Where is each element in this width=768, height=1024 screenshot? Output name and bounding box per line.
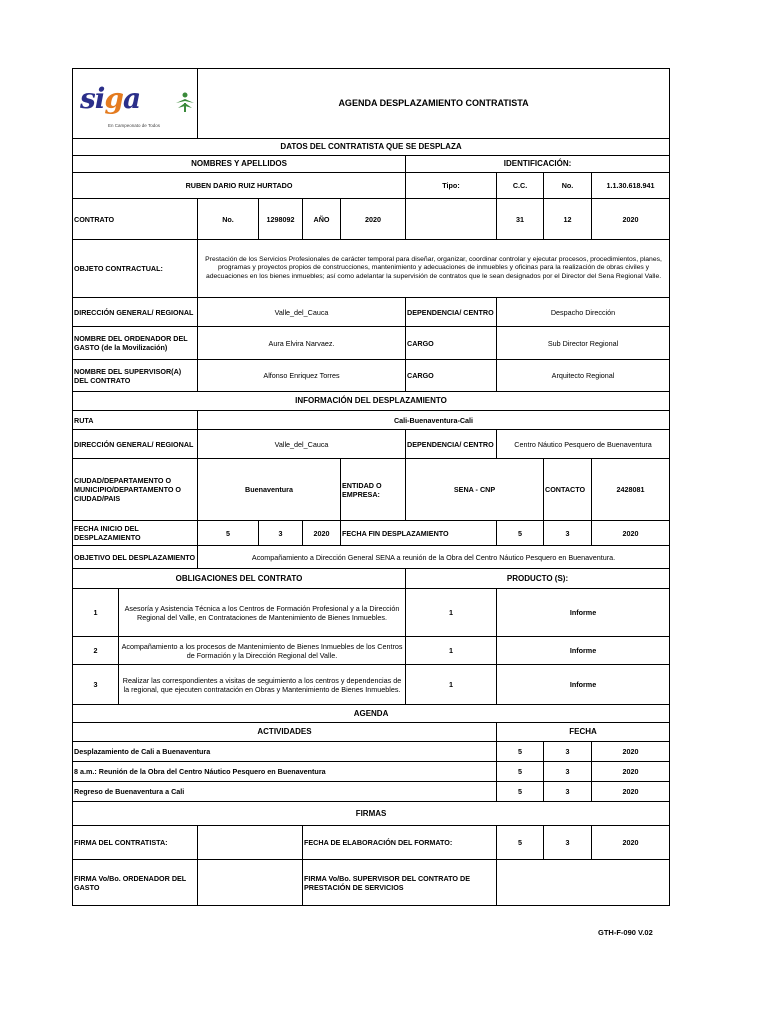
- obligacion-row: [73, 665, 670, 705]
- info-dependencia-label: DEPENDENCIA/ CENTRO: [406, 430, 497, 459]
- objeto-label: OBJETO CONTRACTUAL:: [73, 240, 198, 298]
- agenda-row: [73, 762, 670, 782]
- elaboracion-label: FECHA DE ELABORACIÓN DEL FORMATO:: [303, 826, 497, 860]
- obligacion-number: 1: [73, 589, 119, 637]
- elaboracion-year: 2020: [592, 826, 670, 860]
- agenda-title: AGENDA: [73, 705, 670, 723]
- agenda-year: 2020: [592, 742, 670, 762]
- inicio-year: 2020: [303, 521, 341, 546]
- entidad-value: SENA - CNP: [406, 459, 544, 521]
- section-datos-title: DATOS DEL CONTRATISTA QUE SE DESPLAZA: [73, 139, 670, 156]
- agenda-year: 2020: [592, 762, 670, 782]
- firma-contratista-label: FIRMA DEL CONTRATISTA:: [73, 826, 198, 860]
- obligacion-qty: 1: [406, 589, 497, 637]
- firma-ordenador-label: FIRMA Vo/Bo. ORDENADOR DEL GASTO: [73, 860, 198, 906]
- obligacion-text: Realizar las correspondientes a visitas de seguimiento a los centros y dependencias de la regional, que ejecuten contratación en Obras y Mantenimiento de Bienes Inmuebles.: [119, 665, 406, 705]
- ano-value: 2020: [341, 199, 406, 240]
- info-direccion-label: DIRECCIÓN GENERAL/ REGIONAL: [73, 430, 198, 459]
- siga-logo: siga En Campeonato de Todos: [74, 73, 196, 135]
- id-value: 1.1.30.618.941: [592, 173, 670, 199]
- agenda-row: [73, 742, 670, 762]
- obligaciones-title: OBLIGACIONES DEL CONTRATO: [73, 569, 406, 589]
- agenda-activity: Desplazamiento de Cali a Buenaventura: [73, 742, 497, 762]
- obligacion-number: 2: [73, 637, 119, 665]
- agenda-day: 5: [497, 782, 544, 802]
- fin-label: FECHA FIN DESPLAZAMIENTO: [341, 521, 497, 546]
- firmas-title: FIRMAS: [73, 802, 670, 826]
- obligacion-producto: Informe: [497, 589, 670, 637]
- fin-year: 2020: [592, 521, 670, 546]
- obligacion-producto: Informe: [497, 665, 670, 705]
- info-dependencia-value: Centro Náutico Pesquero de Buenaventura: [497, 430, 670, 459]
- supervisor-label: NOMBRE DEL SUPERVISOR(A) DEL CONTRATO: [73, 360, 198, 392]
- section-info-title: INFORMACIÓN DEL DESPLAZAMIENTO: [73, 392, 670, 411]
- info-direccion-value: Valle_del_Cauca: [198, 430, 406, 459]
- agenda-day: 5: [497, 742, 544, 762]
- ano-label: AÑO: [303, 199, 341, 240]
- obligacion-qty: 1: [406, 637, 497, 665]
- obligacion-number: 3: [73, 665, 119, 705]
- nombre-value: RUBEN DARIO RUIZ HURTADO: [73, 173, 406, 199]
- cargo-ordenador-value: Sub Director Regional: [497, 327, 670, 360]
- inicio-month: 3: [259, 521, 303, 546]
- ordenador-value: Aura Elvira Narvaez.: [198, 327, 406, 360]
- tipo-value: C.C.: [497, 173, 544, 199]
- fin-day: 5: [497, 521, 544, 546]
- ruta-label: RUTA: [73, 411, 198, 430]
- elaboracion-day: 5: [497, 826, 544, 860]
- no-label: No.: [544, 173, 592, 199]
- contrato-no-label: No.: [198, 199, 259, 240]
- ruta-value: Cali-Buenaventura-Cali: [198, 411, 670, 430]
- contrato-no-value: 1298092: [259, 199, 303, 240]
- firma-supervisor-field: [497, 860, 670, 906]
- firma-ordenador-field: [198, 860, 303, 906]
- agenda-month: 3: [544, 742, 592, 762]
- cargo-ordenador-label: CARGO: [406, 327, 497, 360]
- obligacion-row: [73, 589, 670, 637]
- agenda-form: [72, 68, 670, 906]
- contacto-value: 2428081: [592, 459, 670, 521]
- objetivo-value: Acompañamiento a Dirección General SENA a reunión de la Obra del Centro Náutico Pesquero en Buenaventura.: [198, 546, 670, 569]
- logo-cell: [73, 69, 198, 139]
- obligacion-producto: Informe: [497, 637, 670, 665]
- obligacion-row: [73, 637, 670, 665]
- dependencia-label: DEPENDENCIA/ CENTRO: [406, 298, 497, 327]
- firma-supervisor-label: FIRMA Vo/Bo. SUPERVISOR DEL CONTRATO DE PRESTACIÓN DE SERVICIOS: [303, 860, 497, 906]
- producto-title: PRODUCTO (S):: [406, 569, 670, 589]
- form-code: GTH-F-090 V.02: [598, 928, 653, 937]
- obligacion-text: Acompañamiento a los procesos de Mantenimiento de Bienes Inmuebles de los Centros de Formación y la Dirección Regional del Valle.: [119, 637, 406, 665]
- elaboracion-month: 3: [544, 826, 592, 860]
- agenda-day: 5: [497, 762, 544, 782]
- actividades-label: ACTIVIDADES: [73, 723, 497, 742]
- fecha-label: FECHA: [497, 723, 670, 742]
- contacto-label: CONTACTO: [544, 459, 592, 521]
- fecha-month: 12: [544, 199, 592, 240]
- agenda-row: [73, 782, 670, 802]
- document-title: AGENDA DESPLAZAMIENTO CONTRATISTA: [198, 69, 670, 139]
- supervisor-value: Alfonso Enriquez Torres: [198, 360, 406, 392]
- agenda-activity: 8 a.m.: Reunión de la Obra del Centro Náutico Pesquero en Buenaventura: [73, 762, 497, 782]
- obligacion-qty: 1: [406, 665, 497, 705]
- direccion-value: Valle_del_Cauca: [198, 298, 406, 327]
- logo-tagline: En Campeonato de Todos: [108, 122, 160, 128]
- entidad-label: ENTIDAD O EMPRESA:: [341, 459, 406, 521]
- nombres-label: NOMBRES Y APELLIDOS: [73, 156, 406, 173]
- ciudad-label: CIUDAD/DEPARTAMENTO O MUNICIPIO/DEPARTAMENTO O CIUDAD/PAIS: [73, 459, 198, 521]
- identificacion-label: IDENTIFICACIÓN:: [406, 156, 670, 173]
- dependencia-value: Despacho Dirección: [497, 298, 670, 327]
- ordenador-label: NOMBRE DEL ORDENADOR DEL GASTO (de la Movilización): [73, 327, 198, 360]
- agenda-month: 3: [544, 762, 592, 782]
- cargo-supervisor-label: CARGO: [406, 360, 497, 392]
- agenda-year: 2020: [592, 782, 670, 802]
- agenda-month: 3: [544, 782, 592, 802]
- obligacion-text: Asesoría y Asistencia Técnica a los Centros de Formación Profesional y a la Dirección Regional del Valle, en Contrataciones de Mantenimiento de Bienes Inmuebles.: [119, 589, 406, 637]
- cargo-supervisor-value: Arquitecto Regional: [497, 360, 670, 392]
- tipo-label: Tipo:: [406, 173, 497, 199]
- fecha-year: 2020: [592, 199, 670, 240]
- firma-contratista-field: [198, 826, 303, 860]
- sena-logo-icon: [174, 91, 196, 113]
- agenda-activity: Regreso de Buenaventura a Cali: [73, 782, 497, 802]
- ciudad-value: Buenaventura: [198, 459, 341, 521]
- inicio-day: 5: [198, 521, 259, 546]
- empty-cell: [406, 199, 497, 240]
- fecha-day: 31: [497, 199, 544, 240]
- fin-month: 3: [544, 521, 592, 546]
- objeto-value: Prestación de los Servicios Profesionales de carácter temporal para diseñar, organizar, coordinar controlar y ejecutar procesos, procedimientos, planes, programas y proyectos propios de construcciones, mantenimiento y adecuaciones de inmuebles y oficinas para la realización de obras civiles y adecuaciones en los bienes inmuebles; así como adelantar la supervisión de contratos que le sean designados por el Director del Sena Regional Valle.: [198, 240, 670, 298]
- contrato-label: CONTRATO: [73, 199, 198, 240]
- direccion-label: DIRECCIÓN GENERAL/ REGIONAL: [73, 298, 198, 327]
- inicio-label: FECHA INICIO DEL DESPLAZAMIENTO: [73, 521, 198, 546]
- objetivo-label: OBJETIVO DEL DESPLAZAMIENTO: [73, 546, 198, 569]
